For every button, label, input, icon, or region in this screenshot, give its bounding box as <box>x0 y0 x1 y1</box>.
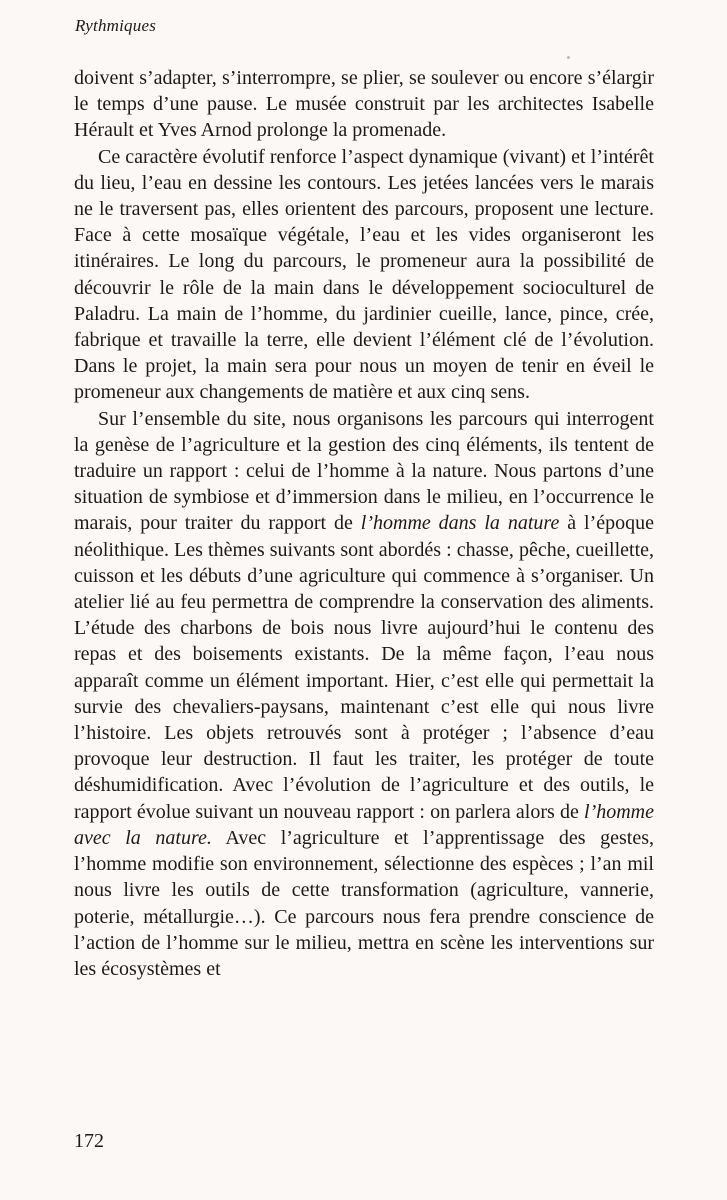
paper-speck <box>567 56 570 59</box>
paragraph-evolutif: Ce caractère évolutif renforce l’aspect dynamique (vivant) et l’intérêt du lieu, l’eau en dessine les contours. Les jetées lancées vers le marais ne le traversent pas, elles orientent des parcours, proposent une lecture. Face à cette mosaïque végétale, l’eau et les vides organiseront les itinéraires. Le long du parcours, le promeneur aura la possibilité de découvrir le rôle de la main dans le développement socioculturel de Paladru. La main de l’homme, du jardinier cueille, lance, pince, crée, fabrique et travaille la terre, elle devient l’élément clé de l’évolution. Dans le projet, la main sera pour nous un moyen de tenir en éveil le promeneur aux changements de matière et aux cinq sens. <box>74 145 654 404</box>
italic-phrase-homme-dans-la-nature: l’homme dans la nature <box>360 512 560 535</box>
italic-phrase-homme-avec-la-nature: l’homme avec la nature. <box>74 800 654 849</box>
running-head: Rythmiques <box>75 16 157 35</box>
page-number: 172 <box>74 1130 104 1152</box>
paragraph-continuation: doivent s’adapter, s’interrompre, se plier, se soulever ou encore s’élargir le temps d’une pause. Le musée construit par les architectes Isabelle Hérault et Yves Arnod prolonge la promenade. <box>74 67 654 142</box>
paragraph-parcours <box>74 406 654 982</box>
body-text <box>74 65 654 982</box>
paragraph-text: à l’époque néolithique. Les thèmes suivants sont abordés : chasse, pêche, cueillette, cuisson et les débuts d’une agriculture qui commence à s’organiser. Un atelier lié au feu permettra de comprendre la conservation des aliments. L’étude des charbons de bois nous livre aujourd’hui le contenu des repas et des boisements existants. De la même façon, l’eau nous apparaît comme un élément important. Hier, c’est elle qui permettait la survie des chevaliers-paysans, maintenant c’est elle qui nous livre l’histoire. Les objets retrouvés sont à protéger ; l’absence d’eau provoque leur destruction. Il faut les traiter, les protéger de toute déshumidification. Avec l’évolution de l’agriculture et des outils, le rapport évolue suivant un nouveau rapport : on parlera alors de <box>74 512 654 823</box>
paragraph-text: Sur l’ensemble du site, nous organisons les parcours qui interrogent la genèse de l’agriculture et la gestion des cinq éléments, ils tentent de traduire un rapport : celui de l’homme à la nature. Nous partons d’une situation de symbiose et d’immersion dans le milieu, en l’occurrence le marais, pour traiter du rapport de <box>74 407 654 535</box>
paragraph-text: Avec l’agriculture et l’apprentissage des gestes, l’homme modifie son environnement, sélectionne des espèces ; l’an mil nous livre les outils de cette transformation (agriculture, vannerie, poterie, métallurgie…). Ce parcours nous fera prendre conscience de l’action de l’homme sur le milieu, mettra en scène les interventions sur les écosystèmes et <box>74 826 654 980</box>
